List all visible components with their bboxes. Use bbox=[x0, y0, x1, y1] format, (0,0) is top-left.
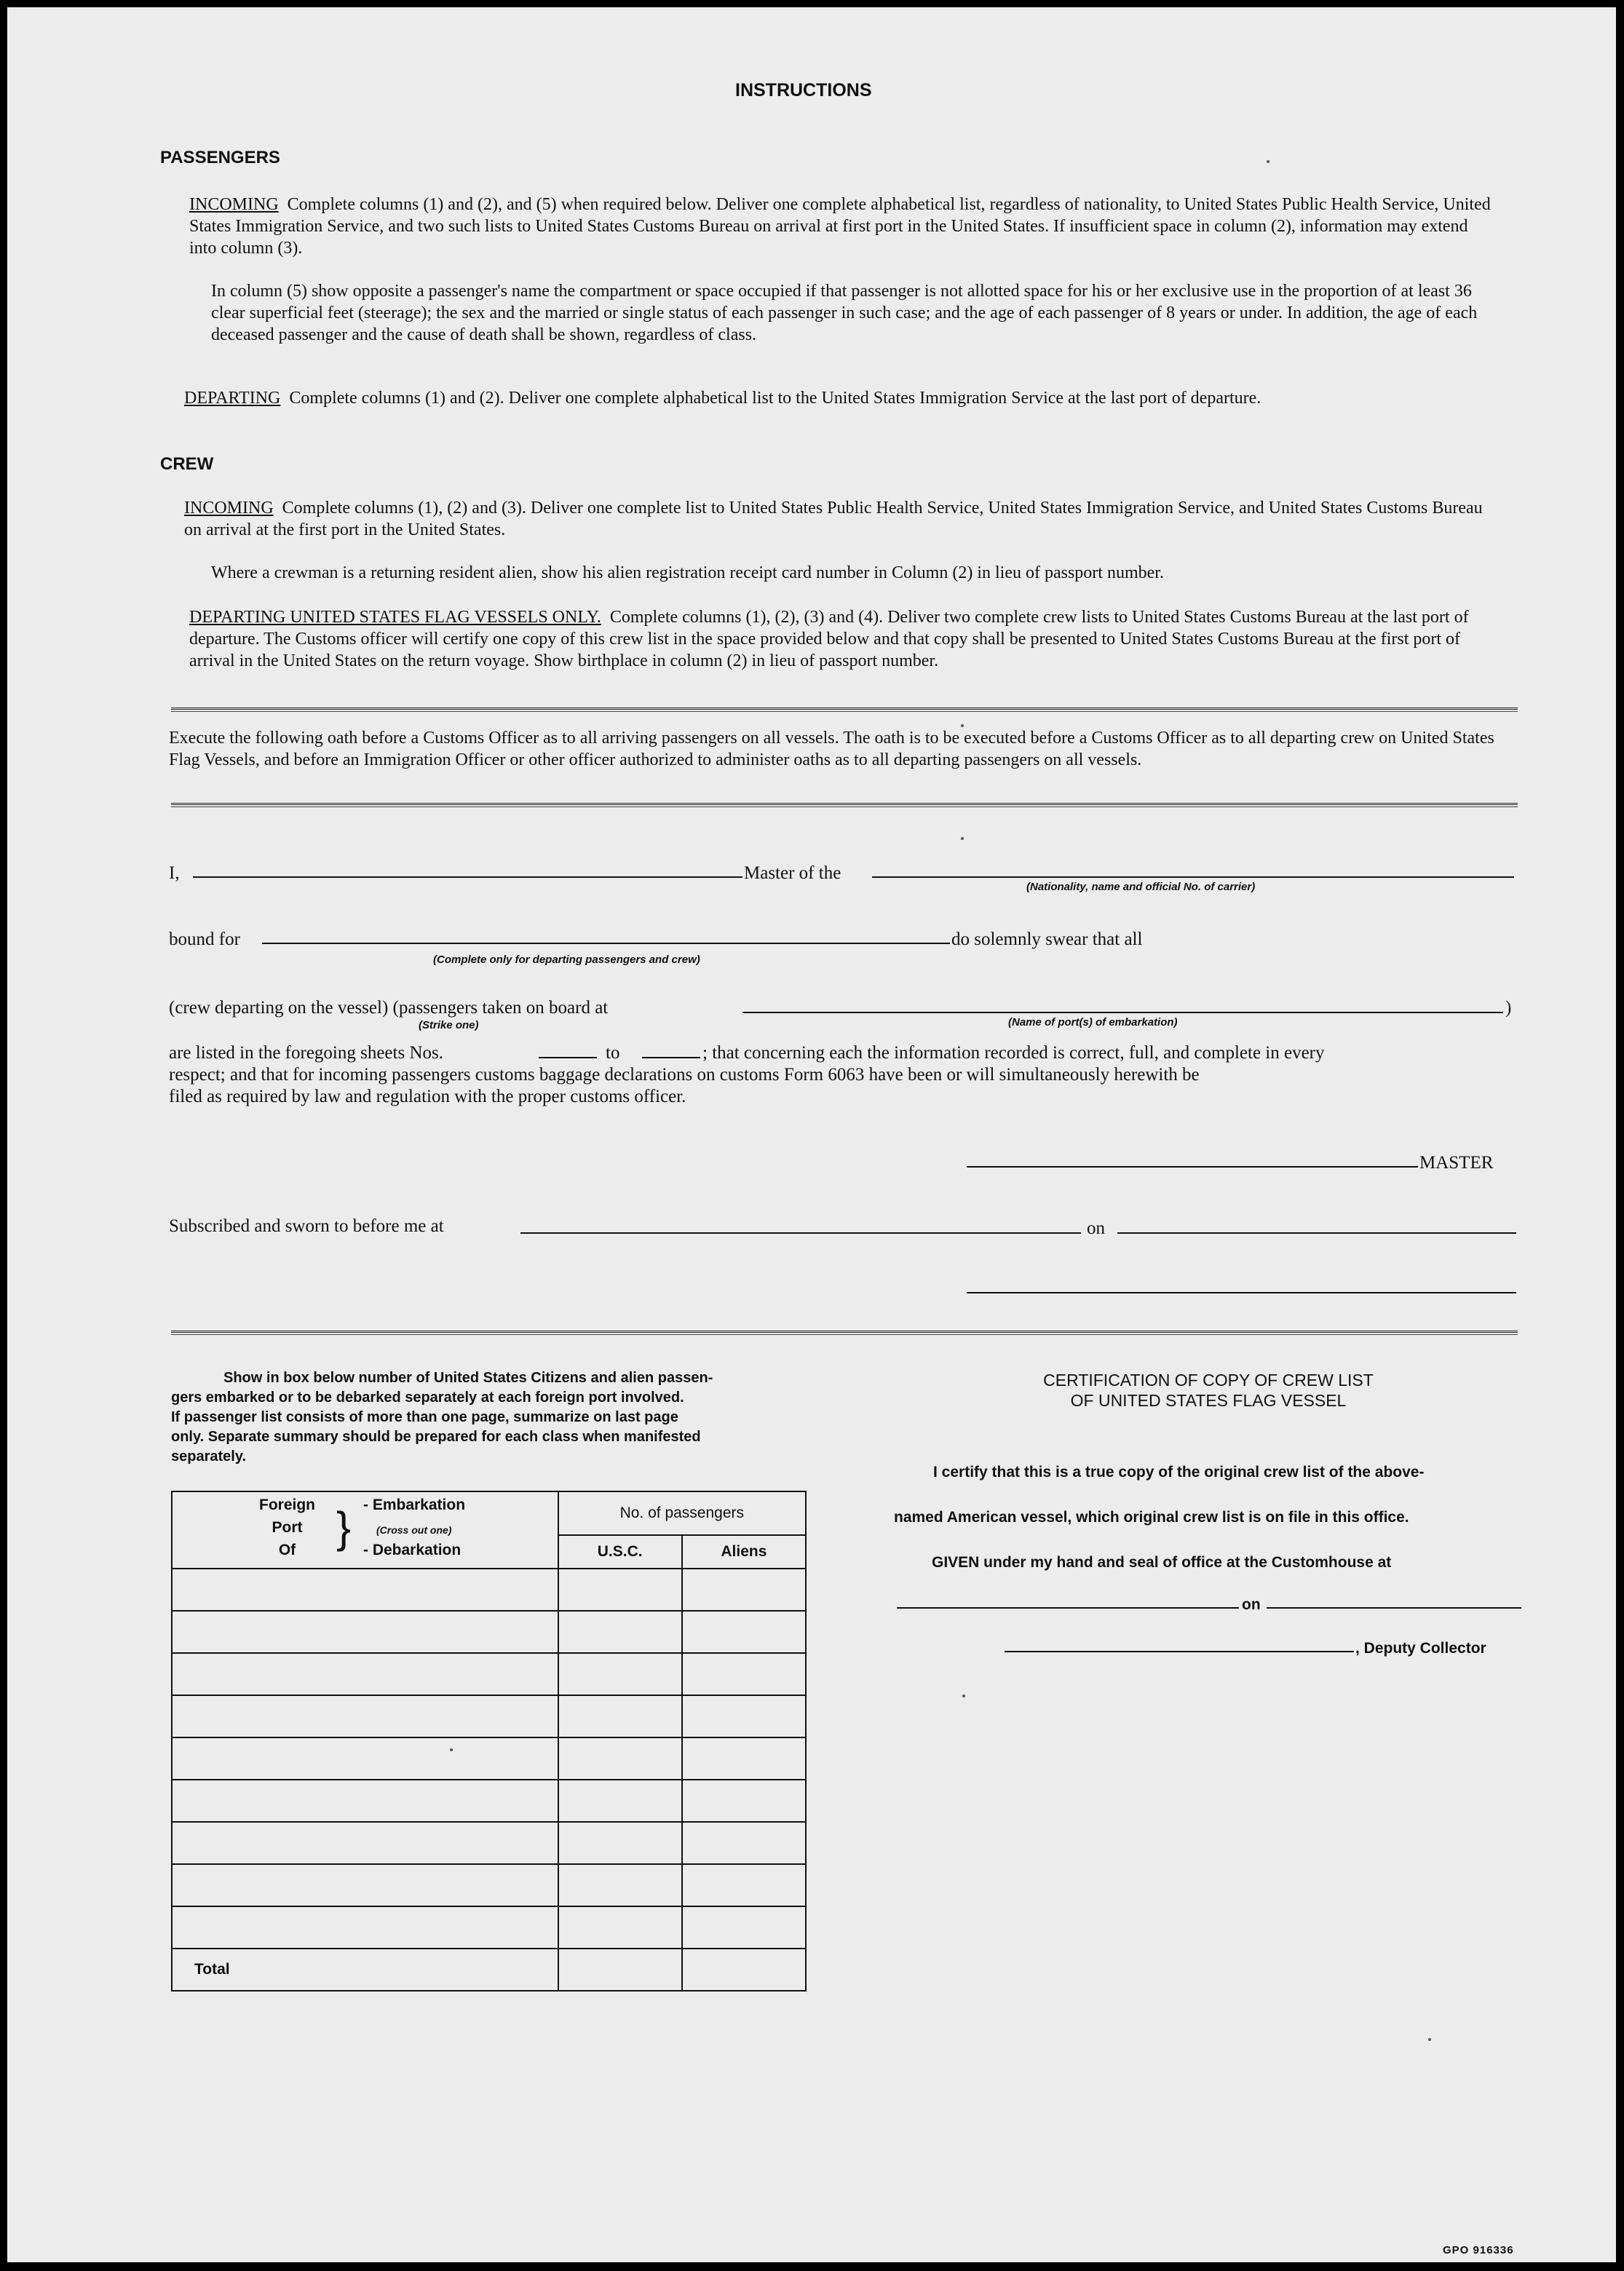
usc-cell[interactable] bbox=[558, 1822, 682, 1864]
passengers-incoming-text: Complete columns (1) and (2), and (5) when required below. Deliver one complete alphabetical list, regardless of nationality, to United States Public Health Service, United States Immigration Service, and two such lists to United States Customs Bureau on arrival at first port in the United States. If insufficient space in column (2), information may extend into column (3). bbox=[189, 195, 1491, 258]
aliens-cell[interactable] bbox=[682, 1864, 806, 1906]
table-row bbox=[172, 1864, 806, 1906]
usc-cell[interactable] bbox=[558, 1906, 682, 1949]
crew-resident-text: Where a crewman is a returning resident alien, show his alien registration receipt card number in Column (2) in lieu of passport number. bbox=[211, 563, 1164, 582]
usc-cell[interactable] bbox=[558, 1780, 682, 1822]
deputy-signature-field[interactable] bbox=[1005, 1651, 1354, 1652]
listed-text-d: filed as required by law and regulation with the proper customs officer. bbox=[169, 1087, 686, 1106]
crew-departing-block bbox=[189, 606, 1492, 672]
certification-title bbox=[968, 1370, 1449, 1411]
officer-signature-field[interactable] bbox=[967, 1292, 1516, 1293]
usc-cell[interactable] bbox=[558, 1653, 682, 1695]
summary-instructions bbox=[171, 1368, 826, 1467]
table-row bbox=[172, 1737, 806, 1780]
carrier-note: (Nationality, name and official No. of carrier) bbox=[1026, 881, 1256, 893]
table-row bbox=[172, 1569, 806, 1611]
aliens-cell[interactable] bbox=[682, 1569, 806, 1611]
solemnly-swear-label: do solemnly swear that all bbox=[951, 930, 1143, 949]
summary-line: only. Separate summary should be prepared for each class when manifested bbox=[171, 1429, 701, 1445]
carrier-field[interactable] bbox=[872, 876, 1514, 878]
sheet-to-label: to bbox=[606, 1043, 620, 1063]
usc-cell[interactable] bbox=[558, 1695, 682, 1737]
usc-cell[interactable] bbox=[558, 1611, 682, 1653]
subscribed-label: Subscribed and sworn to before me at bbox=[169, 1216, 444, 1236]
port-cell[interactable] bbox=[172, 1864, 558, 1906]
divider bbox=[171, 1331, 1518, 1335]
foreign-port-header bbox=[172, 1491, 558, 1569]
oath-i-label: I, bbox=[169, 863, 180, 883]
passengers-column5-text: In column (5) show opposite a passenger's name the compartment or space occupied if that passenger is not allotted space for his or her exclusive use in the proportion of at least 36 clear superficial feet (steerage); the sex and the married or single status of each passenger in such case; and the age of each passenger of 8 years or under. In addition, the age of each deceased passenger and the cause of death shall be shown, regardless of class. bbox=[211, 282, 1478, 344]
table-row bbox=[172, 1906, 806, 1949]
summary-line: gers embarked or to be debarked separately at each foreign port involved. bbox=[171, 1390, 684, 1406]
aliens-cell[interactable] bbox=[682, 1906, 806, 1949]
crew-incoming-text: Complete columns (1), (2) and (3). Deliver one complete list to United States Public Health Service, United States Immigration Service, and United States Customs Bureau on arrival at the first port in the United States. bbox=[184, 499, 1483, 539]
subscribed-on-label: on bbox=[1087, 1218, 1105, 1238]
form-page bbox=[7, 7, 1616, 2262]
usc-cell[interactable] bbox=[558, 1864, 682, 1906]
certification-on-label: on bbox=[1242, 1596, 1261, 1613]
table-header-row bbox=[172, 1491, 806, 1535]
summary-line: Show in box below number of United States Citizens and alien passen- bbox=[223, 1370, 713, 1386]
aliens-cell[interactable] bbox=[682, 1780, 806, 1822]
usc-total-cell[interactable] bbox=[558, 1949, 682, 1991]
listed-sheets-label: are listed in the foregoing sheets Nos. bbox=[169, 1043, 443, 1063]
port-note: (Name of port(s) of embarkation) bbox=[1008, 1016, 1178, 1029]
speck bbox=[962, 1695, 965, 1697]
gpo-code: GPO 916336 bbox=[1443, 2244, 1514, 2256]
table-row bbox=[172, 1611, 806, 1653]
port-cell[interactable] bbox=[172, 1737, 558, 1780]
certification-line3: GIVEN under my hand and seal of office at the Customhouse at bbox=[932, 1554, 1392, 1571]
aliens-total-cell[interactable] bbox=[682, 1949, 806, 1991]
deputy-collector-label: , Deputy Collector bbox=[1355, 1640, 1486, 1657]
crew-heading: CREW bbox=[160, 454, 214, 474]
total-label: Total bbox=[172, 1949, 558, 1991]
summary-line: separately. bbox=[171, 1448, 247, 1465]
crew-passengers-label: (crew departing on the vessel) (passengers taken on board at bbox=[169, 998, 609, 1018]
passengers-departing-text: Complete columns (1) and (2). Deliver one complete alphabetical list to the United States Immigration Service at the last port of departure. bbox=[289, 389, 1261, 408]
master-of-the-label: Master of the bbox=[744, 863, 841, 883]
port-cell[interactable] bbox=[172, 1653, 558, 1695]
subscribed-date-field[interactable] bbox=[1117, 1232, 1516, 1234]
crew-departing-label: DEPARTING UNITED STATES FLAG VESSELS ONLY. bbox=[189, 608, 601, 627]
bound-for-field[interactable] bbox=[262, 943, 950, 944]
sheet-to-field[interactable] bbox=[642, 1057, 700, 1058]
table-row bbox=[172, 1695, 806, 1737]
brace-icon: } bbox=[336, 1503, 352, 1552]
aliens-cell[interactable] bbox=[682, 1737, 806, 1780]
speck bbox=[1428, 2038, 1431, 2041]
certification-title-line: CERTIFICATION OF COPY OF CREW LIST bbox=[1043, 1371, 1374, 1390]
port-cell[interactable] bbox=[172, 1611, 558, 1653]
table-row bbox=[172, 1653, 806, 1695]
close-paren: ) bbox=[1505, 998, 1512, 1018]
usc-cell[interactable] bbox=[558, 1569, 682, 1611]
aliens-header: Aliens bbox=[682, 1535, 806, 1569]
crew-incoming-label: INCOMING bbox=[184, 499, 274, 518]
aliens-cell[interactable] bbox=[682, 1695, 806, 1737]
divider bbox=[171, 708, 1518, 712]
port-cell[interactable] bbox=[172, 1569, 558, 1611]
aliens-cell[interactable] bbox=[682, 1653, 806, 1695]
speck bbox=[961, 837, 964, 840]
master-signature-field[interactable] bbox=[967, 1166, 1418, 1168]
total-row bbox=[172, 1949, 806, 1991]
no-passengers-header: No. of passengers bbox=[558, 1491, 806, 1535]
page-title: INSTRUCTIONS bbox=[735, 80, 872, 100]
certification-date-field[interactable] bbox=[1267, 1607, 1521, 1609]
port-label: Port bbox=[272, 1519, 303, 1536]
passengers-incoming-block bbox=[189, 194, 1492, 259]
bound-for-label: bound for bbox=[169, 930, 240, 949]
crew-departing-text: Complete columns (1), (2), (3) and (4). Deliver two complete crew lists to United States Customs Bureau at the last port of departure. The Customs officer will certify one copy of this crew list in the space provided below and that copy shall be presented to United States Customs Bureau at the first port of arrival in the United States on the return voyage. Show birthplace in column (2) in lieu of passport number. bbox=[189, 608, 1469, 670]
speck bbox=[450, 1748, 453, 1751]
table-row bbox=[172, 1780, 806, 1822]
embarkation-label: - Embarkation bbox=[363, 1497, 466, 1513]
speck bbox=[961, 724, 964, 727]
master-name-field[interactable] bbox=[193, 876, 742, 878]
passengers-incoming-label: INCOMING bbox=[189, 195, 279, 214]
certification-line2: named American vessel, which original crew list is on file in this office. bbox=[894, 1509, 1409, 1526]
summary-line: If passenger list consists of more than one page, summarize on last page bbox=[171, 1409, 678, 1425]
passenger-summary-table bbox=[171, 1491, 807, 1991]
certification-line1: I certify that this is a true copy of the original crew list of the above- bbox=[933, 1464, 1425, 1481]
strike-one-note: (Strike one) bbox=[419, 1019, 479, 1031]
divider bbox=[171, 803, 1518, 807]
embarkation-port-field[interactable] bbox=[742, 1012, 1503, 1013]
master-label: MASTER bbox=[1419, 1153, 1494, 1173]
cross-out-note: (Cross out one) bbox=[376, 1524, 452, 1536]
bound-for-note: (Complete only for departing passengers and crew) bbox=[433, 954, 700, 966]
speck bbox=[1267, 160, 1270, 163]
listed-text-b: ; that concerning each the information recorded is correct, full, and complete in every bbox=[702, 1043, 1325, 1063]
of-label: Of bbox=[278, 1542, 296, 1558]
aliens-cell[interactable] bbox=[682, 1822, 806, 1864]
debarkation-label: - Debarkation bbox=[363, 1542, 462, 1558]
passengers-heading: PASSENGERS bbox=[160, 148, 280, 167]
port-cell[interactable] bbox=[172, 1780, 558, 1822]
table-row bbox=[172, 1822, 806, 1864]
listed-text-c: respect; and that for incoming passengers customs baggage declarations on customs Form 6063 have been or will simultaneously herewith be bbox=[169, 1065, 1200, 1085]
usc-cell[interactable] bbox=[558, 1737, 682, 1780]
port-cell[interactable] bbox=[172, 1695, 558, 1737]
foreign-label: Foreign bbox=[259, 1497, 315, 1513]
crew-incoming-block bbox=[184, 497, 1492, 541]
oath-intro: Execute the following oath before a Customs Officer as to all arriving passengers on all vessels. The oath is to be executed before a Customs Officer as to all departing crew on United States Flag Vessels, and before an Immigration Officer or other officer authorized to administer oaths as to all departing passengers on all vessels. bbox=[169, 729, 1494, 769]
sheet-from-field[interactable] bbox=[539, 1057, 597, 1058]
subscribed-place-field[interactable] bbox=[520, 1232, 1081, 1234]
port-cell[interactable] bbox=[172, 1822, 558, 1864]
certification-title-line: OF UNITED STATES FLAG VESSEL bbox=[1070, 1391, 1347, 1410]
passengers-departing-label: DEPARTING bbox=[184, 389, 281, 408]
customhouse-field[interactable] bbox=[897, 1607, 1239, 1609]
aliens-cell[interactable] bbox=[682, 1611, 806, 1653]
passengers-departing-block bbox=[184, 387, 1492, 409]
usc-header: U.S.C. bbox=[558, 1535, 682, 1569]
port-cell[interactable] bbox=[172, 1906, 558, 1949]
